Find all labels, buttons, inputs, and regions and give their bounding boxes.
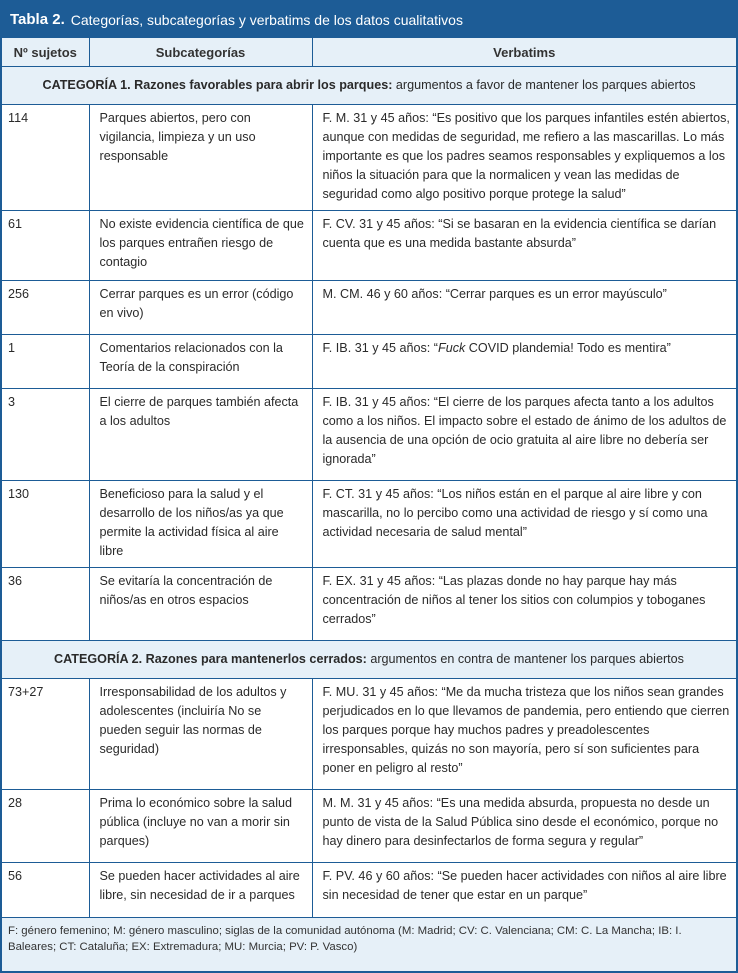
table-number: Tabla 2. bbox=[10, 11, 65, 28]
verbatim-suffix: COVID plandemia! Todo es mentira” bbox=[465, 341, 671, 355]
subcategory-cell: Prima lo económico sobre la salud pública (incluye no van a morir sin parques) bbox=[89, 790, 312, 863]
category-row bbox=[2, 641, 736, 679]
verbatim-text: F. M. 31 y 45 años: “Es positivo que los parques infantiles estén abiertos, aunque con medidas de seguridad, me refiero a las mascarillas. Lo más importante es que los padres seamos responsables y expliquemos a los niños la situación para que la normalicen y vean las medidas de seguridad como algo positivo porque protege la salud” bbox=[322, 111, 730, 201]
table-row bbox=[2, 389, 736, 481]
category-cell bbox=[2, 641, 736, 679]
verbatim-cell bbox=[312, 389, 736, 481]
header-row bbox=[2, 38, 736, 67]
subjects-cell: 28 bbox=[2, 790, 89, 863]
subcategory-cell: Parques abiertos, pero con vigilancia, limpieza y un uso responsable bbox=[89, 105, 312, 211]
verbatim-cell bbox=[312, 335, 736, 389]
verbatim-cell bbox=[312, 481, 736, 568]
verbatim-cell bbox=[312, 281, 736, 335]
subjects-cell: 73+27 bbox=[2, 679, 89, 790]
header-verbatims: Verbatims bbox=[312, 38, 736, 67]
subjects-cell: 56 bbox=[2, 863, 89, 918]
category-description: argumentos a favor de mantener los parques abiertos bbox=[392, 78, 696, 92]
table-row bbox=[2, 863, 736, 918]
category-row bbox=[2, 67, 736, 105]
verbatim-cell bbox=[312, 679, 736, 790]
subjects-cell: 114 bbox=[2, 105, 89, 211]
table-row bbox=[2, 568, 736, 641]
verbatim-text: M. CM. 46 y 60 años: “Cerrar parques es un error mayúsculo” bbox=[322, 287, 667, 301]
verbatim-text: F. CV. 31 y 45 años: “Si se basaran en la evidencia científica se darían cuenta que es una medida bastante absurda” bbox=[322, 217, 717, 250]
category-cell bbox=[2, 67, 736, 105]
verbatim-text: F. MU. 31 y 45 años: “Me da mucha tristeza que los niños sean grandes perjudicados en lo que llevamos de pandemia, pero entiendo que cierren los parques porque hay muchos padres y preadolescentes irresponsables, quizás no son mayoría, pero sí son suficientes para poner en peligro al resto” bbox=[322, 685, 730, 775]
subcategory-cell: No existe evidencia científica de que los parques entrañen riesgo de contagio bbox=[89, 211, 312, 281]
header-subjects: Nº sujetos bbox=[2, 38, 89, 67]
verbatim-italic: Fuck bbox=[438, 341, 466, 355]
subcategory-cell: Se pueden hacer actividades al aire libre, sin necesidad de ir a parques bbox=[89, 863, 312, 918]
subcategory-cell: Beneficioso para la salud y el desarrollo de los niños/as ya que permite la actividad física al aire libre bbox=[89, 481, 312, 568]
table-row bbox=[2, 211, 736, 281]
table-row bbox=[2, 335, 736, 389]
subjects-cell: 130 bbox=[2, 481, 89, 568]
verbatim-text: F. EX. 31 y 45 años: “Las plazas donde no hay parque hay más concentración de niños al tener los sitios con columpios y toboganes cerrados” bbox=[322, 574, 706, 626]
verbatim-text: F. IB. 31 y 45 años: “El cierre de los parques afecta tanto a los adultos como a los niños. El impacto sobre el estado de ánimo de los adultos de la ausencia de una opción de ocio gratuita al aire libre no debería ser ignorada” bbox=[322, 395, 727, 466]
verbatim-text: M. M. 31 y 45 años: “Es una medida absurda, propuesta no desde un punto de vista de la Salud Pública sino desde el económico, porque no hay dinero para desinfectarlos de forma segura y regular” bbox=[322, 796, 719, 848]
subjects-cell: 3 bbox=[2, 389, 89, 481]
table-row bbox=[2, 679, 736, 790]
table-footnote: F: género femenino; M: género masculino; siglas de la comunidad autónoma (M: Madrid; CV: C. Valenciana; CM: C. La Mancha; IB: I. Baleares; CT: Cataluña; EX: Extremadura; MU: Murcia; PV: P. Vasco) bbox=[8, 925, 682, 953]
verbatim-cell bbox=[312, 211, 736, 281]
table-row bbox=[2, 481, 736, 568]
table-row bbox=[2, 790, 736, 863]
verbatim-text: F. PV. 46 y 60 años: “Se pueden hacer actividades con niños al aire libre sin necesidad de tener que estar en un parque” bbox=[322, 869, 727, 902]
category-description: argumentos en contra de mantener los parques abiertos bbox=[366, 652, 684, 666]
subcategory-cell: El cierre de parques también afecta a los adultos bbox=[89, 389, 312, 481]
subcategory-cell: Se evitaría la concentración de niños/as en otros espacios bbox=[89, 568, 312, 641]
subjects-cell: 256 bbox=[2, 281, 89, 335]
verbatim-cell bbox=[312, 863, 736, 918]
verbatim-cell bbox=[312, 105, 736, 211]
verbatim-text: F. CT. 31 y 45 años: “Los niños están en el parque al aire libre y con mascarilla, no lo percibo como una actividad de riesgo y sí como una actividad necesaria de salud mental” bbox=[322, 487, 708, 539]
header-subcategories: Subcategorías bbox=[89, 38, 312, 67]
table-title: Categorías, subcategorías y verbatims de los datos cualitativos bbox=[70, 11, 463, 28]
category-name: CATEGORÍA 1. Razones favorables para abrir los parques: bbox=[42, 78, 393, 92]
subcategory-cell: Irresponsabilidad de los adultos y adolescentes (incluiría No se pueden seguir las normas de seguridad) bbox=[89, 679, 312, 790]
subcategory-cell: Comentarios relacionados con la Teoría de la conspiración bbox=[89, 335, 312, 389]
table-row bbox=[2, 281, 736, 335]
data-table bbox=[2, 37, 736, 918]
verbatim-cell bbox=[312, 568, 736, 641]
verbatim-text: F. IB. 31 y 45 años: “ bbox=[322, 341, 439, 355]
subcategory-cell: Cerrar parques es un error (código en vivo) bbox=[89, 281, 312, 335]
category-name: CATEGORÍA 2. Razones para mantenerlos cerrados: bbox=[54, 652, 367, 666]
verbatim-cell bbox=[312, 790, 736, 863]
table-title-bar bbox=[2, 2, 736, 37]
table-row bbox=[2, 105, 736, 211]
subjects-cell: 1 bbox=[2, 335, 89, 389]
subjects-cell: 61 bbox=[2, 211, 89, 281]
subjects-cell: 36 bbox=[2, 568, 89, 641]
